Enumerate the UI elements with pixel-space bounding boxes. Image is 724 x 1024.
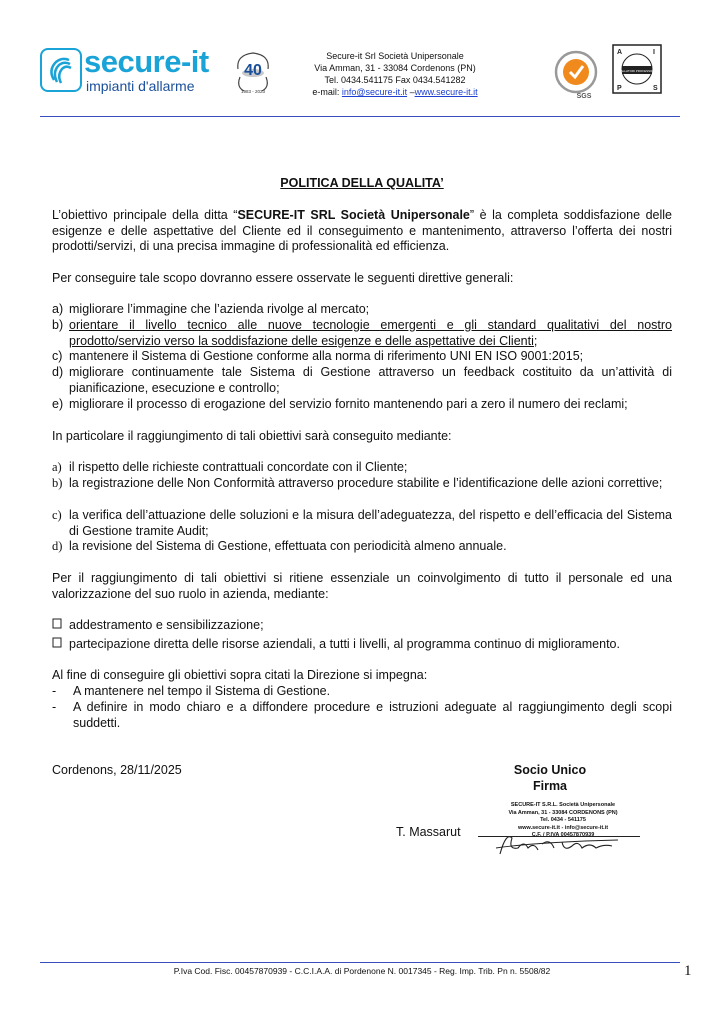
email-separator: – xyxy=(407,87,415,97)
anniversary-badge xyxy=(232,47,274,95)
company-contacts xyxy=(280,86,510,98)
list-text: la revisione del Sistema di Gestione, effettuata con periodicità almeno annuale. xyxy=(69,539,507,553)
intro-text: ” è la completa soddisfazione delle esigenze e delle aspettative del Cliente ed il conseguimento e mantenimento, attraverso l’offerta dei nostri prodotti/servizi, di una precisa immagine di professionalità ed efficienza. xyxy=(52,208,673,253)
list-text: migliorare il processo di erogazione del servizio fornito mantenendo pari a zero il numero dei reclami; xyxy=(69,397,628,411)
list-text: mantenere il Sistema di Gestione conforme alla norma di riferimento UNI EN ISO 9001:2015; xyxy=(69,349,584,363)
list-text: A mantenere nel tempo il Sistema di Gestione. xyxy=(73,684,331,698)
header-divider xyxy=(40,116,680,117)
list-marker: - xyxy=(52,684,57,698)
list-marker: c) xyxy=(52,349,63,363)
intro-text: L’obiettivo principale della ditta “ xyxy=(52,208,238,222)
checkbox-bullet-icon xyxy=(52,618,62,634)
list-text: la registrazione delle Non Conformità attraverso procedure stabilite e l’identificazione delle azioni correttive; xyxy=(69,476,663,490)
logo-name: secure-it xyxy=(84,44,209,79)
list-marker: c) xyxy=(52,508,62,522)
cert2-letter: P xyxy=(617,85,622,92)
list-item xyxy=(52,397,672,413)
list-marker: d) xyxy=(52,365,64,379)
company-line: Via Amman, 31 - 33084 Cordenons (PN) xyxy=(314,63,476,73)
list-text: A definire in modo chiaro e a diffondere procedure e istruzioni adeguate al raggiungimento degli scopi suddetti. xyxy=(73,700,672,730)
website-link[interactable]: www.secure-it.it xyxy=(414,87,478,97)
list-item xyxy=(52,318,672,349)
list-marker: a) xyxy=(52,302,64,316)
cert2-letter: S xyxy=(653,85,658,92)
email-link[interactable]: info@secure-it.it xyxy=(341,87,408,97)
list-text: migliorare continuamente tale Sistema di Gestione attraverso un feedback costituito da un’attività di pianificazione, esecuzione e controllo; xyxy=(69,365,672,395)
stamp-line: Tel. 0434 - 541175 xyxy=(540,817,586,823)
list-item xyxy=(52,700,672,731)
list-marker: - xyxy=(52,700,57,714)
document-title: POLITICA DELLA QUALITA’ xyxy=(280,176,444,190)
signer-name: T. Massarut xyxy=(396,825,461,839)
directives-intro: Per conseguire tale scopo dovranno essere osservate le seguenti direttive generali: xyxy=(52,271,514,285)
list-item xyxy=(52,365,672,396)
list-text: orientare il livello tecnico alle nuove tecnologie emergenti e gli standard qualitativi del nostro prodotto/servizio verso la soddisfazione delle esigenze e delle aspettative dei Clienti; xyxy=(69,318,672,348)
email-prefix: e-mail: xyxy=(312,87,342,97)
list-text: migliorare l’immagine che l’azienda rivolge al mercato; xyxy=(69,302,370,316)
list-marker: e) xyxy=(52,397,64,411)
list-item xyxy=(52,476,672,492)
stamp-line: C.F. / P.IVA 00457870939 xyxy=(531,832,595,838)
list-text: la verifica dell’attuazione delle soluzioni e la misura dell’adeguatezza, del rispetto e dell’efficacia del Sistema di Gestione tramite Audit; xyxy=(69,508,672,538)
cert2-letter: A xyxy=(617,49,623,56)
list-item xyxy=(52,302,672,318)
list-item xyxy=(52,684,672,700)
stamp-line: www.secure-it.it - info@secure-it.it xyxy=(517,824,609,831)
list-item xyxy=(52,539,672,555)
commitments-intro: Al fine di conseguire gli obiettivi sopra citati la Direzione si impegna: xyxy=(52,668,428,682)
list-item xyxy=(52,460,672,476)
company-info xyxy=(280,50,510,98)
list-marker: d) xyxy=(52,539,63,553)
association-logo xyxy=(612,44,662,94)
page-number: 1 xyxy=(684,963,692,979)
signer-role: Socio Unico xyxy=(513,763,587,777)
list-marker: b) xyxy=(52,318,64,332)
list-text: partecipazione diretta delle risorse aziendali, a tutti i livelli, al programma continuo di miglioramento. xyxy=(69,637,620,651)
stamp-line: Via Amman, 31 - 33084 CORDENONS (PN) xyxy=(508,809,618,816)
footer-text: P.Iva Cod. Fisc. 00457870939 - C.C.I.A.A. di Pordenone N. 0017345 - Reg. Imp. Trib. Pn n. 5508/82 xyxy=(173,966,551,976)
cert2-letter: I xyxy=(653,49,655,56)
company-logo xyxy=(40,44,230,96)
list-marker: b) xyxy=(52,476,63,490)
badge-years: 1983 - 2023 xyxy=(240,89,266,94)
checkbox-bullet-icon xyxy=(52,637,62,653)
logo-mark-icon xyxy=(40,48,82,92)
place-date: Cordenons, 28/11/2025 xyxy=(52,763,182,777)
company-name-bold: SECURE-IT SRL Società Unipersonale xyxy=(237,208,470,222)
company-line: Secure-it Srl Società Unipersonale xyxy=(326,51,464,61)
list-item xyxy=(52,508,672,539)
stamp-line: SECURE-IT S.R.L. Società Unipersonale xyxy=(510,802,616,808)
list-item xyxy=(52,349,672,365)
sgs-certification-logo xyxy=(550,48,602,100)
list-text: addestramento e sensibilizzazione; xyxy=(69,618,264,632)
handwritten-signature xyxy=(478,828,638,863)
footer-divider xyxy=(40,962,680,963)
list-text: il rispetto delle richieste contrattuali concordate con il Cliente; xyxy=(69,460,408,474)
cert2-label: INSTALLATORI PROFESSIONALI xyxy=(614,69,660,73)
signature-label: Firma xyxy=(532,779,568,793)
objectives-intro: In particolare il raggiungimento di tali obiettivi sarà conseguito mediante: xyxy=(52,429,452,443)
list-marker: a) xyxy=(52,460,62,474)
list-item xyxy=(52,637,672,653)
intro-paragraph xyxy=(52,208,672,255)
cert1-label: SGS xyxy=(576,93,592,100)
company-line: Tel. 0434.541175 Fax 0434.541282 xyxy=(324,75,466,85)
list-item xyxy=(52,618,672,634)
involvement-intro: Per il raggiungimento di tali obiettivi si ritiene essenziale un coinvolgimento di tutto il personale ed una valorizzazione del suo ruolo in azienda, mediante: xyxy=(52,571,672,601)
logo-tagline: impianti d'allarme xyxy=(86,78,195,94)
badge-number: 40 xyxy=(244,62,262,79)
